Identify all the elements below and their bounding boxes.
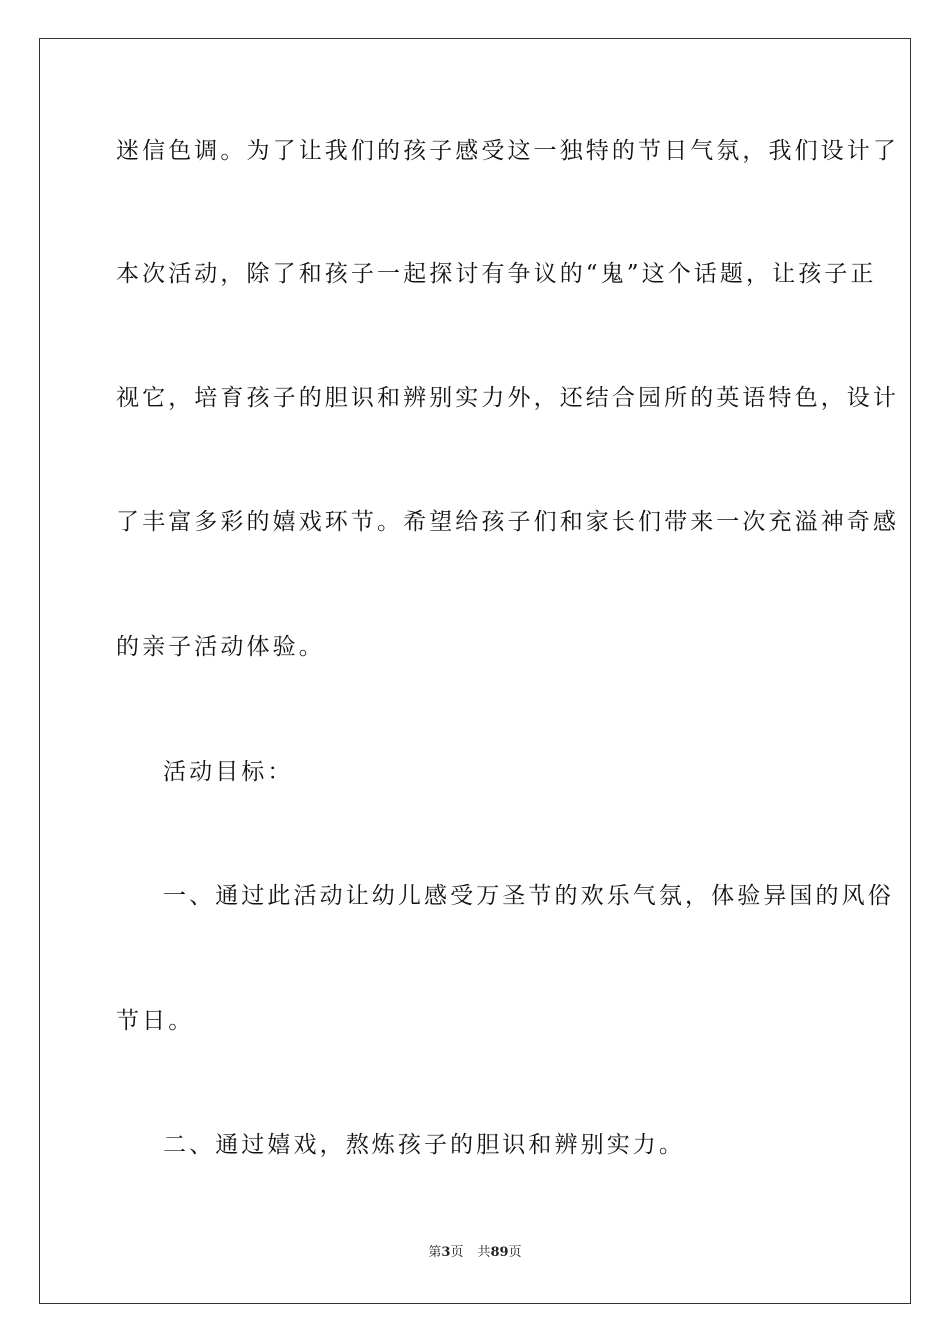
total-prefix: 共 (477, 1245, 491, 1260)
goal-item-1: 一、通过此活动让幼儿感受万圣节的欢乐气氛，体验异国的风俗 (163, 883, 894, 909)
section-heading-goals: 活动目标： (163, 759, 294, 785)
goal-item-2: 二、通过嬉戏，熬炼孩子的胆识和辨别实力。 (163, 1132, 685, 1158)
goal-item-1-continued: 节日。 (116, 1008, 195, 1034)
page-border (39, 38, 911, 1304)
total-suffix: 页 (508, 1245, 522, 1260)
body-line-2: 本次活动，除了和孩子一起探讨有争议的“鬼”这个话题，让孩子正 (116, 261, 877, 287)
body-line-1: 迷信色调。为了让我们的孩子感受这一独特的节日气氛，我们设计了 (116, 138, 899, 164)
total-pages: 89 (490, 1245, 509, 1260)
body-line-3: 视它，培育孩子的胆识和辨别实力外，还结合园所的英语特色，设计 (116, 385, 899, 411)
page-suffix: 页 (450, 1245, 464, 1260)
body-line-4: 了丰富多彩的嬉戏环节。希望给孩子们和家长们带来一次充溢神奇感 (116, 509, 899, 535)
page-number: 3 (441, 1245, 451, 1260)
page-prefix: 第 (428, 1245, 442, 1260)
page-footer (0, 1244, 950, 1262)
body-line-5: 的亲子活动体验。 (116, 634, 325, 660)
